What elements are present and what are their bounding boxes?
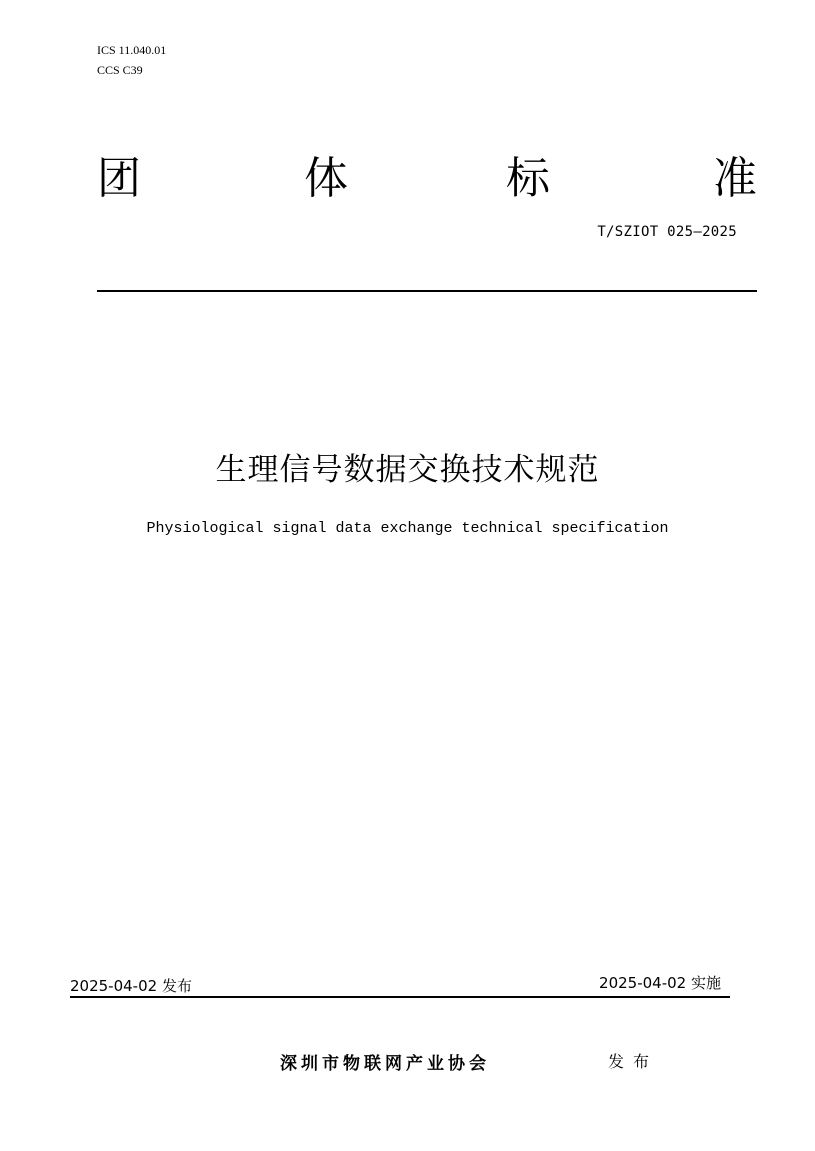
publish-label: 发布 [608,1052,659,1071]
header-divider [97,290,757,292]
ics-code: ICS 11.040.01 [97,43,167,57]
document-title-chinese: 生理信号数据交换技术规范 [215,452,600,488]
standard-number: T/SZIOT 025—2025 [597,224,737,240]
standard-type-char-3: 标 [506,153,550,204]
ccs-code: CCS C39 [97,63,143,77]
standard-type-char-4: 准 [713,153,757,204]
standard-type-char-2: 体 [304,153,348,204]
standard-type-char-1: 团 [97,153,141,204]
document-title-english: Physiological signal data exchange technical specification [146,520,669,537]
implement-date: 2025-04-02 实施 [599,974,721,992]
footer-divider [70,996,730,998]
publisher-name: 深圳市物联网产业协会 [280,1054,490,1074]
release-date: 2025-04-02 发布 [70,977,192,995]
